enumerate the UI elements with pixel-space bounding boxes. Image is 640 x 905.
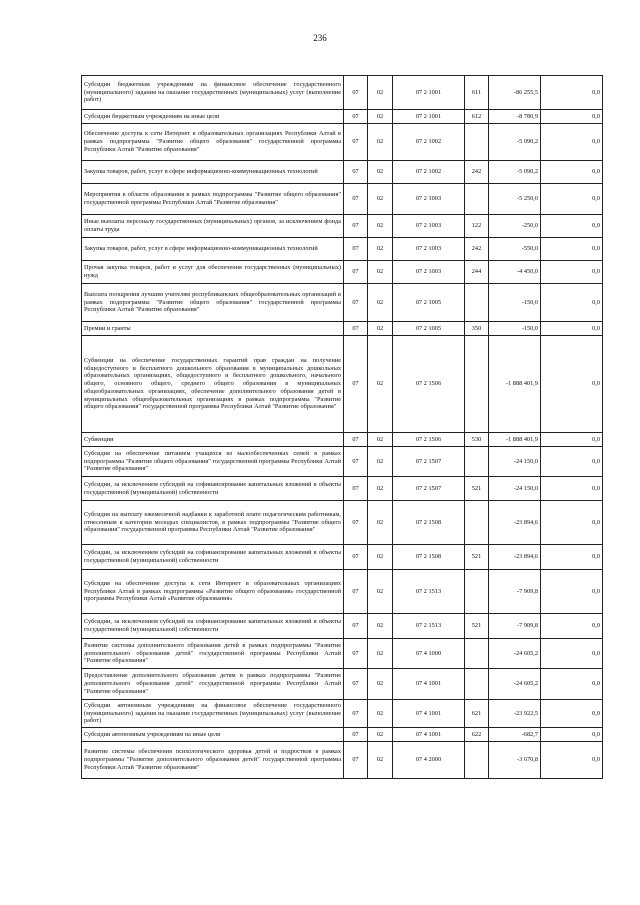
row-description: Мероприятия в области образования в рамках подпрограммы "Развитие общего образования" государственной программы Республики Алтай "Развитие образования" bbox=[82, 184, 344, 215]
row-target-article: 07 2 1005 bbox=[393, 322, 465, 336]
row-amount: -150,0 bbox=[489, 322, 541, 336]
table-row bbox=[82, 76, 603, 110]
table-row bbox=[82, 501, 603, 545]
row-target-article: 07 4 1001 bbox=[393, 669, 465, 700]
row-department-code: 07 bbox=[344, 322, 368, 336]
row-department-code: 07 bbox=[344, 215, 368, 238]
table-row bbox=[82, 545, 603, 570]
row-description: Иные выплаты персоналу государственных (муниципальных) органов, за исключением фонда оплаты труда bbox=[82, 215, 344, 238]
row-description: Субсидии автономным учреждениям на иные цели bbox=[82, 728, 344, 742]
row-amount: -8 780,9 bbox=[489, 110, 541, 124]
row-section-code: 02 bbox=[368, 433, 393, 447]
row-department-code: 07 bbox=[344, 669, 368, 700]
row-description: Субсидии, за исключением субсидий на софинансирование капитальных вложений в объекты государственной (муниципальной) собственности bbox=[82, 614, 344, 639]
row-description: Субсидии, за исключением субсидий на софинансирование капитальных вложений в объекты государственной (муниципальной) собственности bbox=[82, 545, 344, 570]
row-amount-second: 0,0 bbox=[541, 76, 603, 110]
row-description: Субвенции bbox=[82, 433, 344, 447]
table-row bbox=[82, 336, 603, 433]
row-amount: -3 670,8 bbox=[489, 742, 541, 779]
row-section-code: 02 bbox=[368, 614, 393, 639]
row-department-code: 07 bbox=[344, 477, 368, 501]
row-department-code: 07 bbox=[344, 110, 368, 124]
row-section-code: 02 bbox=[368, 238, 393, 261]
row-department-code: 07 bbox=[344, 728, 368, 742]
table-row bbox=[82, 570, 603, 614]
row-description: Прочая закупка товаров, работ и услуг для обеспечения государственных (муниципальных) нужд bbox=[82, 261, 344, 284]
row-department-code: 07 bbox=[344, 433, 368, 447]
row-expense-type: 122 bbox=[465, 215, 489, 238]
table-row bbox=[82, 614, 603, 639]
row-section-code: 02 bbox=[368, 161, 393, 184]
row-expense-type bbox=[465, 501, 489, 545]
table-row bbox=[82, 284, 603, 322]
row-target-article: 07 2 1513 bbox=[393, 614, 465, 639]
row-expense-type bbox=[465, 742, 489, 779]
row-department-code: 07 bbox=[344, 545, 368, 570]
row-amount-second: 0,0 bbox=[541, 184, 603, 215]
table-body bbox=[82, 76, 603, 779]
row-target-article: 07 2 1001 bbox=[393, 110, 465, 124]
row-department-code: 07 bbox=[344, 570, 368, 614]
budget-table bbox=[81, 75, 603, 779]
row-amount: -23 894,6 bbox=[489, 501, 541, 545]
row-section-code: 02 bbox=[368, 669, 393, 700]
row-amount: -24 605,2 bbox=[489, 639, 541, 669]
row-target-article: 07 2 1506 bbox=[393, 433, 465, 447]
row-target-article: 07 2 1506 bbox=[393, 336, 465, 433]
row-section-code: 02 bbox=[368, 322, 393, 336]
row-expense-type bbox=[465, 124, 489, 161]
row-expense-type: 521 bbox=[465, 477, 489, 501]
row-expense-type: 612 bbox=[465, 110, 489, 124]
row-amount-second: 0,0 bbox=[541, 238, 603, 261]
row-section-code: 02 bbox=[368, 284, 393, 322]
row-description: Субсидия на обеспечение питанием учащихся из малообеспеченных семей в рамках подпрограммы "Развитие общего образования" государственной программы Республики Алтай "Развитие образования" bbox=[82, 447, 344, 477]
row-amount-second: 0,0 bbox=[541, 700, 603, 728]
row-amount: -24 605,2 bbox=[489, 669, 541, 700]
row-amount: -550,0 bbox=[489, 238, 541, 261]
row-section-code: 02 bbox=[368, 261, 393, 284]
row-department-code: 07 bbox=[344, 76, 368, 110]
row-target-article: 07 2 1002 bbox=[393, 161, 465, 184]
row-section-code: 02 bbox=[368, 477, 393, 501]
row-amount-second: 0,0 bbox=[541, 501, 603, 545]
row-section-code: 02 bbox=[368, 336, 393, 433]
table-row bbox=[82, 161, 603, 184]
table-row bbox=[82, 184, 603, 215]
row-section-code: 02 bbox=[368, 545, 393, 570]
table-row bbox=[82, 447, 603, 477]
row-description: Субсидии бюджетным учреждениям на финансовое обеспечение государственного (муниципального) задания на оказание государственных (муниципальных) услуг (выполнение работ) bbox=[82, 76, 344, 110]
row-section-code: 02 bbox=[368, 184, 393, 215]
row-section-code: 02 bbox=[368, 700, 393, 728]
row-amount-second: 0,0 bbox=[541, 669, 603, 700]
row-target-article: 07 4 1001 bbox=[393, 700, 465, 728]
table-row bbox=[82, 124, 603, 161]
row-amount: -5 090,2 bbox=[489, 161, 541, 184]
row-description: Субсидия на выплату ежемесячной надбавки к заработной плате педагогическим работникам, отнесенным к категории молодых специалистов, в рамках подпрограммы "Развитие общего образования" государственной программы Республики Алтай "Развитие образования" bbox=[82, 501, 344, 545]
row-amount-second: 0,0 bbox=[541, 447, 603, 477]
row-target-article: 07 4 2000 bbox=[393, 742, 465, 779]
row-amount: -7 909,8 bbox=[489, 570, 541, 614]
row-amount-second: 0,0 bbox=[541, 261, 603, 284]
row-amount-second: 0,0 bbox=[541, 336, 603, 433]
row-expense-type: 242 bbox=[465, 161, 489, 184]
row-amount: -1 888 401,9 bbox=[489, 433, 541, 447]
row-amount-second: 0,0 bbox=[541, 124, 603, 161]
row-amount-second: 0,0 bbox=[541, 161, 603, 184]
row-description: Развитие системы дополнительного образования детей в рамках подпрограммы "Развитие дополнительного образования детей" государственной программы Республики Алтай "Развитие образования" bbox=[82, 639, 344, 669]
row-section-code: 02 bbox=[368, 110, 393, 124]
row-amount: -86 255,5 bbox=[489, 76, 541, 110]
row-amount-second: 0,0 bbox=[541, 570, 603, 614]
row-amount-second: 0,0 bbox=[541, 215, 603, 238]
row-target-article: 07 4 1000 bbox=[393, 639, 465, 669]
row-description: Выплата поощрения лучшим учителям республиканских общеобразовательных организаций в рамках подпрограммы "Развитие общего образования" государственной программы Республики Алтай "Развитие образования" bbox=[82, 284, 344, 322]
row-expense-type: 242 bbox=[465, 238, 489, 261]
row-expense-type: 530 bbox=[465, 433, 489, 447]
table-row bbox=[82, 322, 603, 336]
row-expense-type: 350 bbox=[465, 322, 489, 336]
row-target-article: 07 2 1003 bbox=[393, 215, 465, 238]
row-description: Субсидия на обеспечение доступа к сети Интернет в образовательных организациях Республики Алтай в рамках подпрограммы «Развитие общего образования» государственной программы Республики Алтай «Развитие образования» bbox=[82, 570, 344, 614]
row-amount: -4 450,0 bbox=[489, 261, 541, 284]
table-row bbox=[82, 700, 603, 728]
row-target-article: 07 2 1001 bbox=[393, 76, 465, 110]
row-target-article: 07 2 1003 bbox=[393, 184, 465, 215]
row-amount: -23 894,6 bbox=[489, 545, 541, 570]
row-target-article: 07 2 1507 bbox=[393, 447, 465, 477]
row-amount: -24 150,0 bbox=[489, 447, 541, 477]
row-department-code: 07 bbox=[344, 161, 368, 184]
row-amount-second: 0,0 bbox=[541, 742, 603, 779]
row-department-code: 07 bbox=[344, 238, 368, 261]
row-expense-type bbox=[465, 336, 489, 433]
row-target-article: 07 4 1001 bbox=[393, 728, 465, 742]
row-expense-type: 244 bbox=[465, 261, 489, 284]
page-number: 236 bbox=[313, 33, 327, 43]
row-amount-second: 0,0 bbox=[541, 322, 603, 336]
row-amount: -250,0 bbox=[489, 215, 541, 238]
table-row bbox=[82, 742, 603, 779]
row-amount: -1 888 401,9 bbox=[489, 336, 541, 433]
row-target-article: 07 2 1005 bbox=[393, 284, 465, 322]
row-target-article: 07 2 1002 bbox=[393, 124, 465, 161]
row-department-code: 07 bbox=[344, 336, 368, 433]
row-section-code: 02 bbox=[368, 124, 393, 161]
row-amount-second: 0,0 bbox=[541, 545, 603, 570]
row-description: Субсидии бюджетным учреждениям на иные цели bbox=[82, 110, 344, 124]
row-expense-type: 521 bbox=[465, 614, 489, 639]
table-row bbox=[82, 477, 603, 501]
row-amount: -150,0 bbox=[489, 284, 541, 322]
table-row bbox=[82, 215, 603, 238]
row-expense-type bbox=[465, 284, 489, 322]
row-target-article: 07 2 1507 bbox=[393, 477, 465, 501]
row-department-code: 07 bbox=[344, 501, 368, 545]
row-expense-type: 622 bbox=[465, 728, 489, 742]
row-section-code: 02 bbox=[368, 76, 393, 110]
row-expense-type: 521 bbox=[465, 545, 489, 570]
row-section-code: 02 bbox=[368, 742, 393, 779]
row-expense-type bbox=[465, 639, 489, 669]
row-section-code: 02 bbox=[368, 501, 393, 545]
row-target-article: 07 2 1003 bbox=[393, 261, 465, 284]
row-description: Предоставление дополнительного образования детям в рамках подпрограммы "Развитие дополнительного образования детей" государственной программы Республики Алтай "Развитие образования" bbox=[82, 669, 344, 700]
row-target-article: 07 2 1003 bbox=[393, 238, 465, 261]
row-expense-type bbox=[465, 669, 489, 700]
row-department-code: 07 bbox=[344, 742, 368, 779]
row-description: Субсидии автономным учреждениям на финансовое обеспечение государственного (муниципального) задания на оказание государственных (муниципальных) услуг (выполнение работ) bbox=[82, 700, 344, 728]
row-section-code: 02 bbox=[368, 570, 393, 614]
row-expense-type: 621 bbox=[465, 700, 489, 728]
row-amount-second: 0,0 bbox=[541, 614, 603, 639]
table-row bbox=[82, 238, 603, 261]
table-row bbox=[82, 110, 603, 124]
table-row bbox=[82, 261, 603, 284]
row-expense-type bbox=[465, 184, 489, 215]
row-amount-second: 0,0 bbox=[541, 639, 603, 669]
row-target-article: 07 2 1508 bbox=[393, 501, 465, 545]
row-amount: -682,7 bbox=[489, 728, 541, 742]
row-description: Обеспечение доступа к сети Интернет в образовательных организациях Республики Алтай в рамках подпрограммы "Развитие общего образования" государственной программы Республики Алтай "Развитие образования" bbox=[82, 124, 344, 161]
table-row bbox=[82, 433, 603, 447]
row-department-code: 07 bbox=[344, 261, 368, 284]
row-section-code: 02 bbox=[368, 728, 393, 742]
row-amount: -5 250,0 bbox=[489, 184, 541, 215]
row-description: Субвенции на обеспечение государственных гарантий прав граждан на получение общедоступного и бесплатного дошкольного образования в муниципальных дошкольных образовательных организациях, общедоступного и бесплатного дошкольного, начального общего, основного общего, среднего общего образования в муниципальных общеобразовательных организациях, обеспечение дополнительного образования детей в муниципальных общеобразовательных организациях в рамках подпрограммы "Развитие общего образования" государственной программы Республики Алтай "Развитие образования" bbox=[82, 336, 344, 433]
row-department-code: 07 bbox=[344, 184, 368, 215]
row-department-code: 07 bbox=[344, 614, 368, 639]
row-department-code: 07 bbox=[344, 284, 368, 322]
row-amount: -5 090,2 bbox=[489, 124, 541, 161]
row-amount-second: 0,0 bbox=[541, 110, 603, 124]
row-amount: -24 150,0 bbox=[489, 477, 541, 501]
row-section-code: 02 bbox=[368, 215, 393, 238]
row-department-code: 07 bbox=[344, 447, 368, 477]
row-target-article: 07 2 1513 bbox=[393, 570, 465, 614]
row-description: Развитие системы обеспечения психологического здоровья детей и подростков в рамках подпрограммы "Развитие дополнительного образования детей" государственной программы Республики Алтай "Развитие образования" bbox=[82, 742, 344, 779]
row-amount: -23 922,5 bbox=[489, 700, 541, 728]
row-amount-second: 0,0 bbox=[541, 284, 603, 322]
row-amount: -7 909,8 bbox=[489, 614, 541, 639]
table-row bbox=[82, 669, 603, 700]
row-description: Премии и гранты bbox=[82, 322, 344, 336]
row-amount-second: 0,0 bbox=[541, 433, 603, 447]
row-amount-second: 0,0 bbox=[541, 477, 603, 501]
table-row bbox=[82, 639, 603, 669]
row-expense-type bbox=[465, 570, 489, 614]
row-expense-type: 611 bbox=[465, 76, 489, 110]
row-department-code: 07 bbox=[344, 124, 368, 161]
table-row bbox=[82, 728, 603, 742]
row-section-code: 02 bbox=[368, 639, 393, 669]
row-expense-type bbox=[465, 447, 489, 477]
row-description: Закупка товаров, работ, услуг в сфере информационно-коммуникационных технологий bbox=[82, 161, 344, 184]
row-department-code: 07 bbox=[344, 700, 368, 728]
row-target-article: 07 2 1508 bbox=[393, 545, 465, 570]
row-description: Субсидии, за исключением субсидий на софинансирование капитальных вложений в объекты государственной (муниципальной) собственности bbox=[82, 477, 344, 501]
row-amount-second: 0,0 bbox=[541, 728, 603, 742]
row-section-code: 02 bbox=[368, 447, 393, 477]
row-department-code: 07 bbox=[344, 639, 368, 669]
row-description: Закупка товаров, работ, услуг в сфере информационно-коммуникационных технологий bbox=[82, 238, 344, 261]
